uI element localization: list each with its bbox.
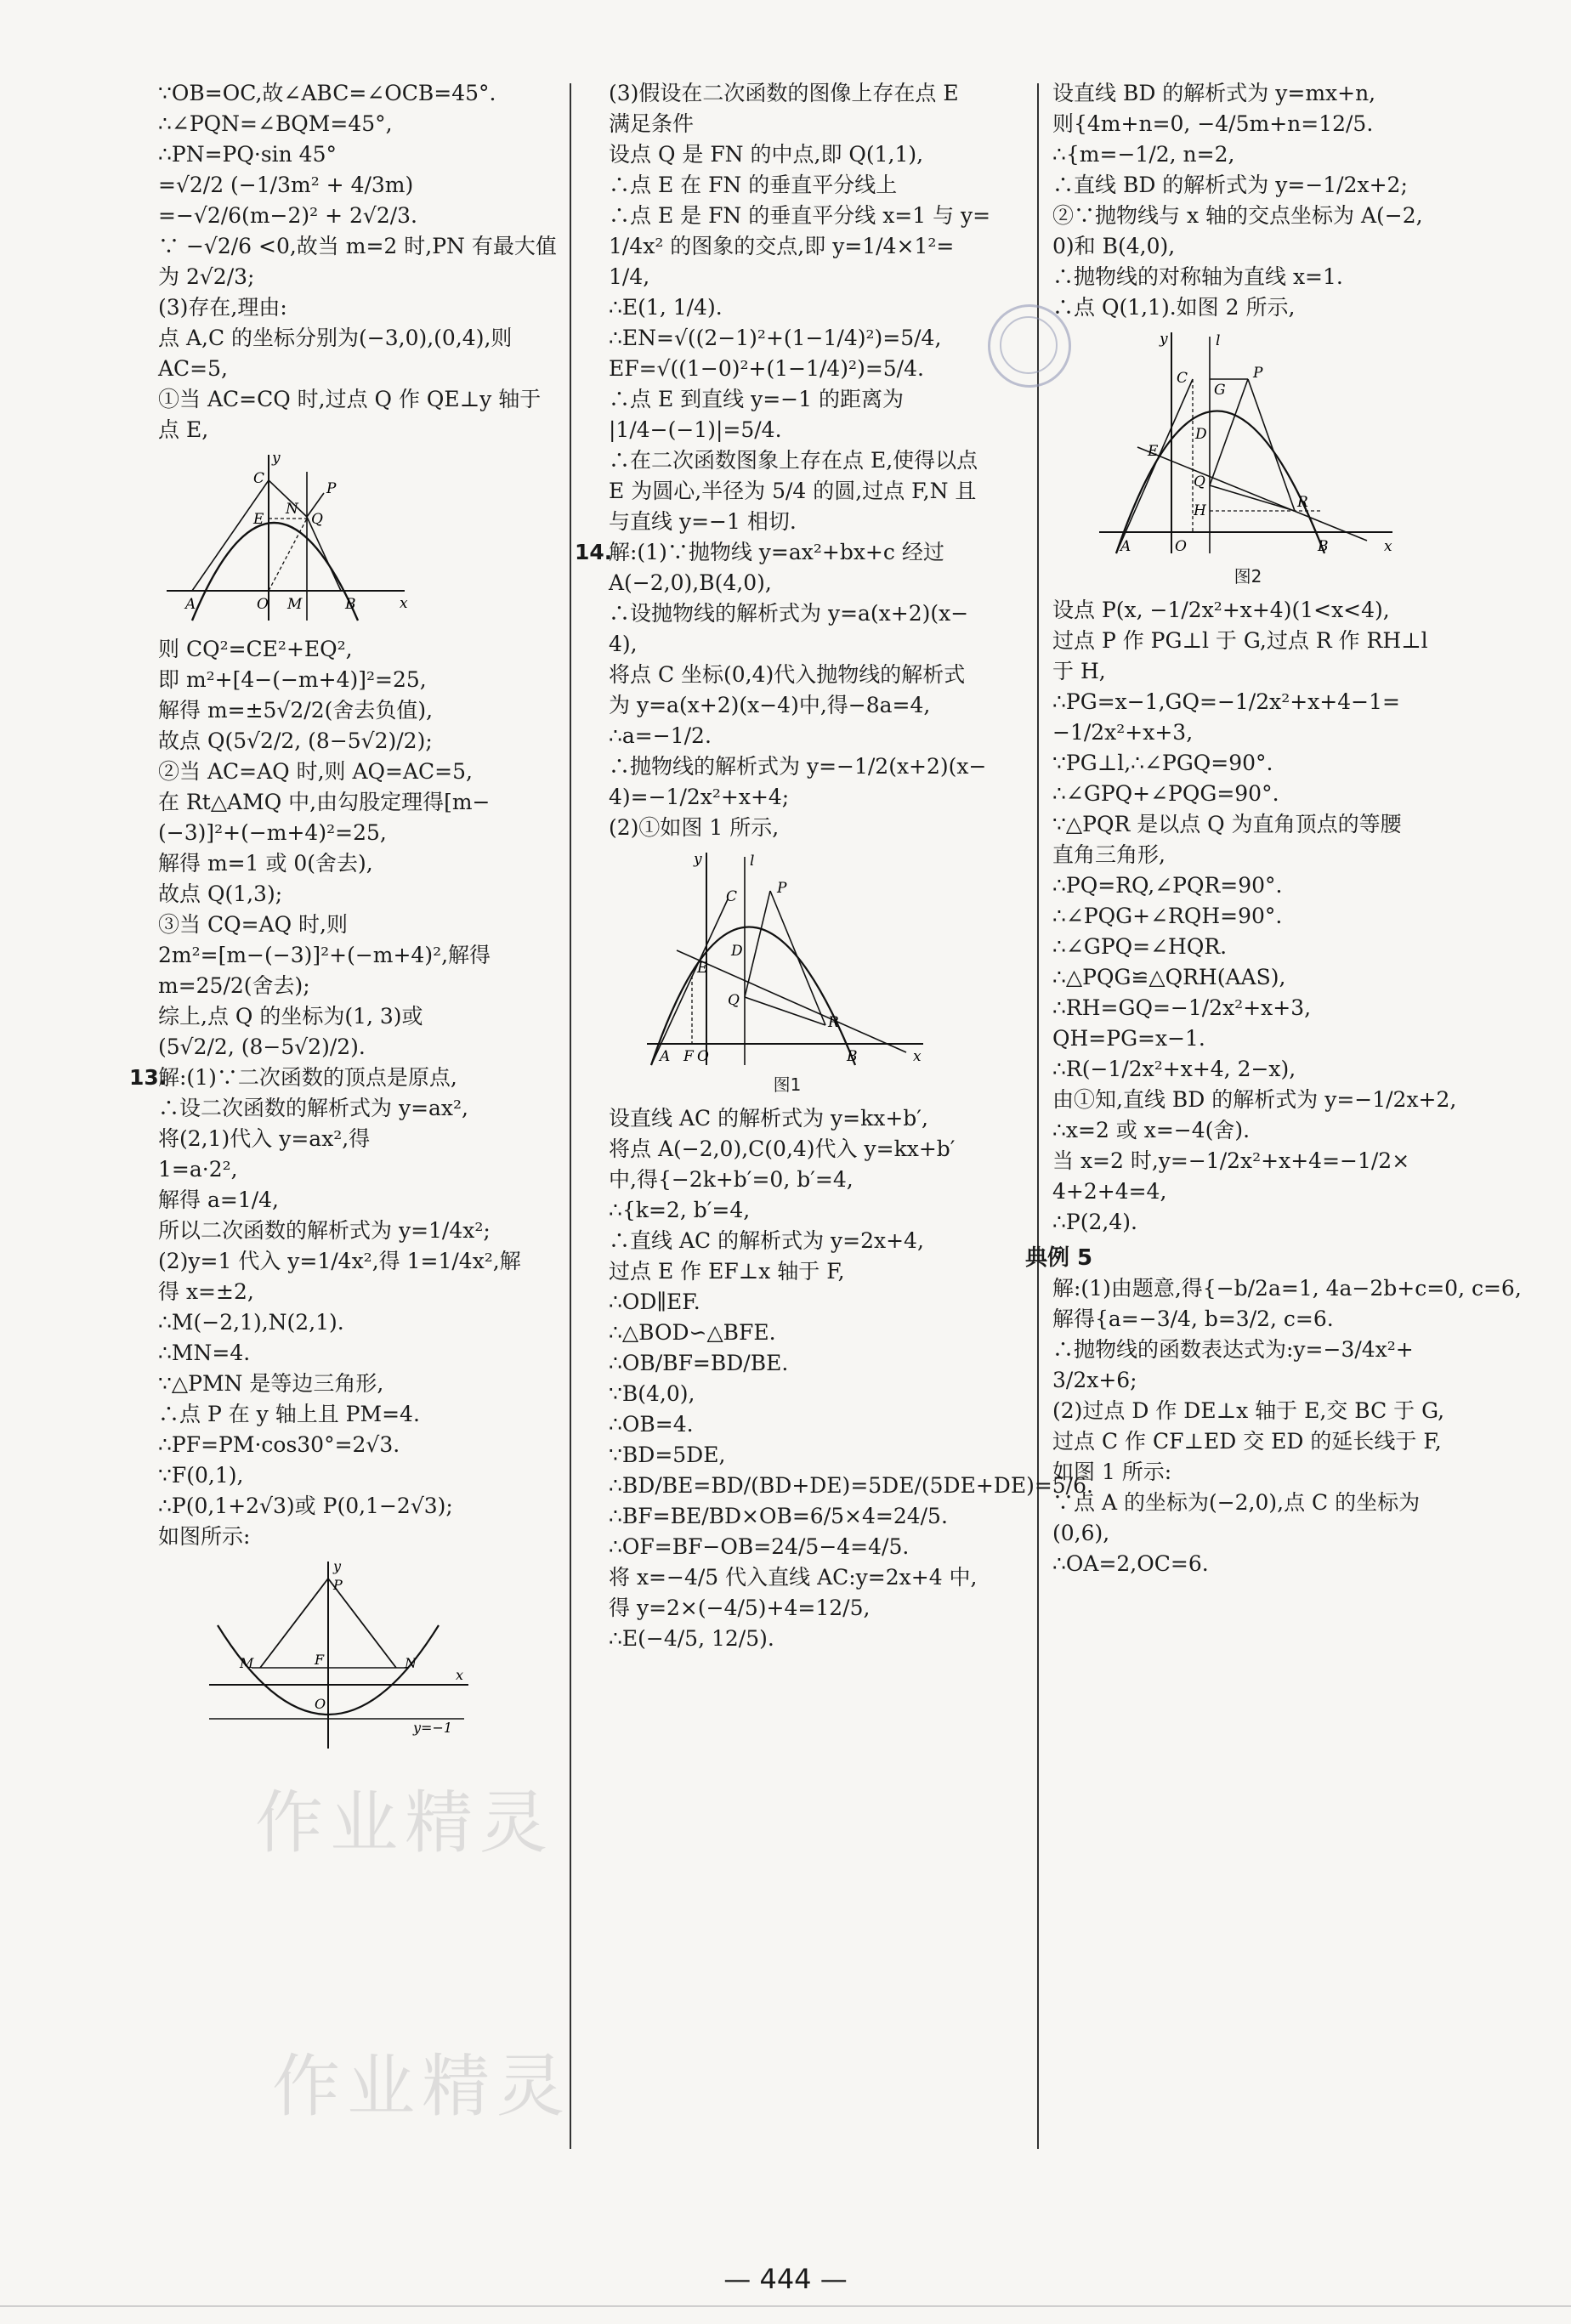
fig1-r-label: R bbox=[828, 1014, 839, 1031]
fig-b-p-label: P bbox=[333, 1577, 343, 1593]
text-line: A(−2,0),B(4,0), bbox=[609, 570, 772, 595]
text-line: 点 E, bbox=[158, 417, 209, 442]
bottom-rule bbox=[0, 2305, 1571, 2307]
text-line: (0,6), bbox=[1052, 1521, 1110, 1545]
text-line: AC=5, bbox=[158, 356, 228, 381]
text-line: 在 Rt△AMQ 中,由勾股定理得[m− bbox=[158, 790, 491, 814]
fig-a-b-label: B bbox=[345, 596, 356, 613]
text-line: (5√2/2, (8−5√2)/2). bbox=[158, 1034, 366, 1059]
fig2-e-label: E bbox=[1148, 443, 1159, 460]
text-line: 为 y=a(x+2)(x−4)中,得−8a=4, bbox=[609, 693, 931, 717]
text-line: 得 y=2×(−4/5)+4=12/5, bbox=[609, 1596, 871, 1620]
text-line: 满足条件 bbox=[609, 111, 695, 136]
figure-1-parabola bbox=[643, 848, 932, 1069]
text-line: ∵BD=5DE, bbox=[609, 1443, 726, 1467]
figure-parabola-pmn bbox=[201, 1557, 473, 1753]
text-line: 为 2√2/3; bbox=[158, 264, 255, 289]
text-line: ∴∠GPQ=∠HQR. bbox=[1052, 934, 1228, 959]
fig-a-o-label: O bbox=[257, 596, 269, 613]
text-line: 1/4, bbox=[609, 264, 650, 289]
fig2-d-label: D bbox=[1195, 426, 1207, 443]
fig2-h-label: H bbox=[1194, 502, 1206, 519]
text-line: 将点 A(−2,0),C(0,4)代入 y=kx+b′ bbox=[609, 1136, 956, 1161]
text-line: ∵B(4,0), bbox=[609, 1381, 695, 1406]
col2-block-b bbox=[609, 537, 1008, 843]
text-line: ∴{k=2, b′=4, bbox=[609, 1198, 751, 1222]
text-line: 解得 m=±5√2/2(舍去负值), bbox=[158, 698, 434, 723]
text-line: ∵点 A 的坐标为(−2,0),点 C 的坐标为 bbox=[1052, 1490, 1421, 1515]
figure-parabola-acq bbox=[158, 451, 413, 629]
stamp-seal-inner bbox=[1000, 316, 1058, 374]
text-line: 4+2+4=4, bbox=[1052, 1179, 1167, 1204]
text-line: 即 m²+[4−(−m+4)]²=25, bbox=[158, 667, 427, 692]
text-line: 设点 Q 是 FN 的中点,即 Q(1,1), bbox=[609, 142, 924, 167]
text-line: ∴PN=PQ·sin 45° bbox=[158, 142, 337, 167]
fig-b-m-label: M bbox=[240, 1655, 254, 1671]
fig-a-x-label: x bbox=[400, 595, 408, 612]
text-line: 如图 1 所示: bbox=[1052, 1460, 1172, 1484]
text-line: 设直线 BD 的解析式为 y=mx+n, bbox=[1052, 81, 1376, 105]
fig2-y-label: y bbox=[1160, 331, 1168, 348]
col3-block-a bbox=[1052, 78, 1469, 323]
text-line: ∴OA=2,OC=6. bbox=[1052, 1551, 1209, 1576]
text-line: 过点 C 作 CF⊥ED 交 ED 的延长线于 F, bbox=[1052, 1429, 1442, 1454]
example-5-heading: 典例 5 bbox=[1025, 1245, 1093, 1271]
text-line: 1=a·2², bbox=[158, 1157, 238, 1182]
fig2-q-label: Q bbox=[1194, 473, 1205, 490]
fig-a-m-label: M bbox=[287, 596, 303, 613]
fig-a-c-label: C bbox=[253, 470, 265, 487]
text-line: ∴M(−2,1),N(2,1). bbox=[158, 1310, 344, 1335]
fig1-c-label: C bbox=[726, 888, 738, 905]
text-line: ∴E(−4/5, 12/5). bbox=[609, 1626, 774, 1651]
text-line: −1/2x²+x+3, bbox=[1052, 720, 1194, 745]
column-divider-2 bbox=[1037, 83, 1039, 2149]
text-line: ∴BF=BE/BD×OB=6/5×4=24/5. bbox=[609, 1504, 948, 1528]
text-line: ∴RH=GQ=−1/2x²+x+3, bbox=[1052, 995, 1312, 1020]
text-line: 中,得{−2k+b′=0, b′=4, bbox=[609, 1167, 854, 1192]
fig2-o-label: O bbox=[1175, 538, 1187, 555]
fig-b-line-label: y=−1 bbox=[413, 1720, 453, 1736]
text-line: 4)=−1/2x²+x+4; bbox=[609, 785, 790, 809]
fig1-q-label: Q bbox=[728, 992, 740, 1009]
text-line: 解得{a=−3/4, b=3/2, c=6. bbox=[1052, 1307, 1334, 1331]
text-line: ∴直线 AC 的解析式为 y=2x+4, bbox=[609, 1228, 924, 1253]
fig1-d-label: D bbox=[731, 943, 743, 960]
text-line: 解:(1)由题意,得{−b/2a=1, 4a−2b+c=0, c=6, bbox=[1052, 1276, 1522, 1301]
col1-block-a bbox=[158, 78, 558, 445]
fig2-l-label: l bbox=[1216, 332, 1221, 349]
fig-b-o-label: O bbox=[315, 1696, 326, 1712]
fig1-y-label: y bbox=[694, 851, 702, 868]
fig1-e-label: E bbox=[697, 960, 708, 977]
fig2-c-label: C bbox=[1177, 370, 1188, 387]
text-line: ∴点 E 是 FN 的垂直平分线 x=1 与 y= bbox=[609, 203, 991, 228]
fig-a-n-label: N bbox=[286, 501, 298, 518]
watermark-1: 作业精灵 bbox=[255, 1783, 554, 1862]
text-line: ③当 CQ=AQ 时,则 bbox=[158, 912, 348, 937]
column-left bbox=[129, 78, 558, 1758]
text-line: 4), bbox=[609, 632, 638, 656]
text-line: 故点 Q(5√2/2, (8−5√2)/2); bbox=[158, 728, 433, 753]
text-line: ∵ −√2/6 <0,故当 m=2 时,PN 有最大值 bbox=[158, 234, 557, 258]
text-line: =√2/2 (−1/3m² + 4/3m) bbox=[158, 173, 414, 197]
column-right bbox=[1025, 78, 1522, 1579]
text-line: 故点 Q(1,3); bbox=[158, 881, 283, 906]
text-line: ∴∠PQN=∠BQM=45°, bbox=[158, 111, 393, 136]
text-line: ∴OB/BF=BD/BE. bbox=[609, 1351, 789, 1375]
text-line: ∴点 Q(1,1).如图 2 所示, bbox=[1052, 295, 1296, 320]
text-line: 0)和 B(4,0), bbox=[1052, 234, 1176, 258]
text-line: ②当 AC=AQ 时,则 AQ=AC=5, bbox=[158, 759, 473, 784]
fig-a-q-label: Q bbox=[311, 511, 323, 528]
text-line: ∴点 P 在 y 轴上且 PM=4. bbox=[158, 1402, 420, 1426]
page-number: — 444 — bbox=[723, 2263, 848, 2295]
fig-a-p-label: P bbox=[326, 480, 337, 497]
fig1-p-label: P bbox=[777, 880, 787, 897]
text-line: ∴OB=4. bbox=[609, 1412, 694, 1437]
text-line: ∴PF=PM·cos30°=2√3. bbox=[158, 1432, 400, 1457]
text-line: ∴OF=BF−OB=24/5−4=4/5. bbox=[609, 1534, 910, 1559]
fig-a-a-label: A bbox=[185, 596, 196, 613]
figure-1-caption: 图1 bbox=[773, 1074, 802, 1095]
watermark-2: 作业精灵 bbox=[272, 2047, 571, 2126]
fig1-a-label: A bbox=[660, 1048, 671, 1065]
fig2-a-label: A bbox=[1120, 538, 1131, 555]
text-line: ∴设抛物线的解析式为 y=a(x+2)(x− bbox=[609, 601, 969, 626]
text-line: 将 x=−4/5 代入直线 AC:y=2x+4 中, bbox=[609, 1565, 978, 1590]
text-line: ∴抛物线的解析式为 y=−1/2(x+2)(x− bbox=[609, 754, 987, 779]
text-line: ∴△PQG≌△QRH(AAS), bbox=[1052, 965, 1286, 989]
fig2-p-label: P bbox=[1253, 365, 1263, 382]
fig-b-n-label: N bbox=[405, 1655, 417, 1671]
text-line: ∴△BOD∽△BFE. bbox=[609, 1320, 776, 1345]
text-line: 则 CQ²=CE²+EQ², bbox=[158, 637, 353, 661]
page-number-value: 444 bbox=[759, 2263, 812, 2295]
text-line: 解:(1)∵抛物线 y=ax²+bx+c 经过 bbox=[609, 540, 944, 564]
text-line: (−3)]²+(−m+4)²=25, bbox=[158, 820, 387, 845]
text-line: ∵△PMN 是等边三角形, bbox=[158, 1371, 384, 1396]
text-line: ∴a=−1/2. bbox=[609, 723, 712, 748]
fig2-r-label: R bbox=[1297, 494, 1308, 511]
col3-block-b bbox=[1052, 595, 1469, 1238]
text-line: =−√2/6(m−2)² + 2√2/3. bbox=[158, 203, 418, 228]
text-line: ∴PG=x−1,GQ=−1/2x²+x+4−1= bbox=[1052, 689, 1400, 714]
text-line: 解得 a=1/4, bbox=[158, 1188, 279, 1212]
text-line: 所以二次函数的解析式为 y=1/4x²; bbox=[158, 1218, 491, 1243]
fig1-o-label: O bbox=[697, 1048, 709, 1065]
fig-b-y-label: y bbox=[333, 1558, 342, 1574]
text-line: 则{4m+n=0, −4/5m+n=12/5. bbox=[1052, 111, 1374, 136]
text-line: (3)假设在二次函数的图像上存在点 E bbox=[609, 81, 959, 105]
text-line: ∴点 E 到直线 y=−1 的距离为 bbox=[609, 387, 904, 411]
text-line: 将(2,1)代入 y=ax²,得 bbox=[158, 1126, 371, 1151]
figure-2-caption: 图2 bbox=[1234, 566, 1262, 587]
text-line: 将点 C 坐标(0,4)代入抛物线的解析式 bbox=[609, 662, 966, 687]
text-line: 设点 P(x, −1/2x²+x+4)(1<x<4), bbox=[1052, 598, 1390, 622]
fig2-g-label: G bbox=[1214, 382, 1226, 399]
text-line: 解:(1)∵二次函数的顶点是原点, bbox=[158, 1065, 457, 1090]
fig2-b-label: B bbox=[1318, 538, 1329, 555]
text-line: ∴OD∥EF. bbox=[609, 1290, 700, 1314]
fig-b-x-label: x bbox=[456, 1667, 464, 1683]
column-divider-1 bbox=[570, 83, 571, 2149]
text-line: 2m²=[m−(−3)]²+(−m+4)²,解得 bbox=[158, 943, 491, 967]
text-line: ①当 AC=CQ 时,过点 Q 作 QE⊥y 轴于 bbox=[158, 387, 542, 411]
text-line: ∴P(2,4). bbox=[1052, 1210, 1137, 1234]
fig2-x-label: x bbox=[1384, 538, 1392, 555]
text-line: 解得 m=1 或 0(舍去), bbox=[158, 851, 373, 876]
text-line: |1/4−(−1)|=5/4. bbox=[609, 417, 782, 442]
text-line: ∴{m=−1/2, n=2, bbox=[1052, 142, 1235, 167]
text-line: 得 x=±2, bbox=[158, 1279, 254, 1304]
text-line: ∵F(0,1), bbox=[158, 1463, 244, 1488]
text-line: ∴直线 BD 的解析式为 y=−1/2x+2; bbox=[1052, 173, 1408, 197]
text-line: ∴P(0,1+2√3)或 P(0,1−2√3); bbox=[158, 1494, 453, 1518]
text-line: ∴抛物线的函数表达式为:y=−3/4x²+ bbox=[1052, 1337, 1414, 1362]
text-line: 于 H, bbox=[1052, 659, 1106, 683]
text-line: 过点 P 作 PG⊥l 于 G,过点 R 作 RH⊥l bbox=[1052, 628, 1428, 653]
text-line: 当 x=2 时,y=−1/2x²+x+4=−1/2× bbox=[1052, 1148, 1410, 1173]
text-line: 如图所示: bbox=[158, 1524, 251, 1549]
text-line: 与直线 y=−1 相切. bbox=[609, 509, 797, 534]
col1-block-b bbox=[158, 634, 558, 1063]
text-line: ∴设二次函数的解析式为 y=ax², bbox=[158, 1096, 468, 1120]
text-line: ∴PQ=RQ,∠PQR=90°. bbox=[1052, 873, 1283, 898]
text-line: ∴BD/BE=BD/(BD+DE)=5DE/(5DE+DE)=5/6. bbox=[609, 1473, 1093, 1498]
figure-2-parabola bbox=[1095, 328, 1401, 558]
text-line: ∵PG⊥l,∴∠PGQ=90°. bbox=[1052, 751, 1273, 775]
text-line: 综上,点 Q 的坐标为(1, 3)或 bbox=[158, 1004, 423, 1029]
fig-a-e-label: E bbox=[253, 511, 264, 528]
text-line: ∴点 E 在 FN 的垂直平分线上 bbox=[609, 173, 898, 197]
text-line: ∴∠GPQ+∠PQG=90°. bbox=[1052, 781, 1279, 806]
text-line: ∴E(1, 1/4). bbox=[609, 295, 723, 320]
text-line: (3)存在,理由: bbox=[158, 295, 287, 320]
text-line: 3/2x+6; bbox=[1052, 1368, 1137, 1392]
text-line: EF=√((1−0)²+(1−1/4)²)=5/4. bbox=[609, 356, 924, 381]
fig-b-f-label: F bbox=[315, 1652, 325, 1668]
fig1-l-label: l bbox=[750, 853, 755, 870]
col3-block-c bbox=[1052, 1273, 1522, 1579]
text-line: (2)过点 D 作 DE⊥x 轴于 E,交 BC 于 G, bbox=[1052, 1398, 1445, 1423]
text-line: ∴抛物线的对称轴为直线 x=1. bbox=[1052, 264, 1343, 289]
text-line: m=25/2(舍去); bbox=[158, 973, 310, 998]
text-line: QH=PG=x−1. bbox=[1052, 1026, 1205, 1051]
text-line: ∴R(−1/2x²+x+4, 2−x), bbox=[1052, 1057, 1296, 1081]
problem-13-label: 13. bbox=[129, 1065, 167, 1090]
text-line: ∴在二次函数图象上存在点 E,使得以点 bbox=[609, 448, 978, 473]
fig1-x-label: x bbox=[913, 1048, 922, 1065]
col1-block-c bbox=[158, 1063, 558, 1552]
text-line: ∴∠PQG+∠RQH=90°. bbox=[1052, 904, 1283, 928]
text-line: (2)①如图 1 所示, bbox=[609, 815, 780, 840]
text-line: 设直线 AC 的解析式为 y=kx+b′, bbox=[609, 1106, 928, 1131]
text-line: ∴MN=4. bbox=[158, 1341, 251, 1365]
text-line: 1/4x² 的图象的交点,即 y=1/4×1²= bbox=[609, 234, 955, 258]
fig1-f-label: F bbox=[683, 1048, 694, 1065]
text-line: 由①知,直线 BD 的解析式为 y=−1/2x+2, bbox=[1052, 1087, 1457, 1112]
problem-14-label: 14. bbox=[575, 540, 613, 564]
text-line: 过点 E 作 EF⊥x 轴于 F, bbox=[609, 1259, 845, 1284]
text-line: E 为圆心,半径为 5/4 的圆,过点 F,N 且 bbox=[609, 479, 977, 503]
fig1-b-label: B bbox=[847, 1048, 858, 1065]
text-line: ∴EN=√((2−1)²+(1−1/4)²)=5/4, bbox=[609, 326, 942, 350]
text-line: 直角三角形, bbox=[1052, 842, 1165, 867]
text-line: (2)y=1 代入 y=1/4x²,得 1=1/4x²,解 bbox=[158, 1249, 521, 1273]
text-line: ∵△PQR 是以点 Q 为直角顶点的等腰 bbox=[1052, 812, 1402, 836]
text-line: ∴x=2 或 x=−4(舍). bbox=[1052, 1118, 1251, 1142]
text-line: 点 A,C 的坐标分别为(−3,0),(0,4),则 bbox=[158, 326, 513, 350]
fig-a-y-label: y bbox=[272, 451, 281, 467]
col2-block-a bbox=[609, 78, 1008, 537]
text-line: ∵OB=OC,故∠ABC=∠OCB=45°. bbox=[158, 81, 496, 105]
text-line: ②∵抛物线与 x 轴的交点坐标为 A(−2, bbox=[1052, 203, 1423, 228]
